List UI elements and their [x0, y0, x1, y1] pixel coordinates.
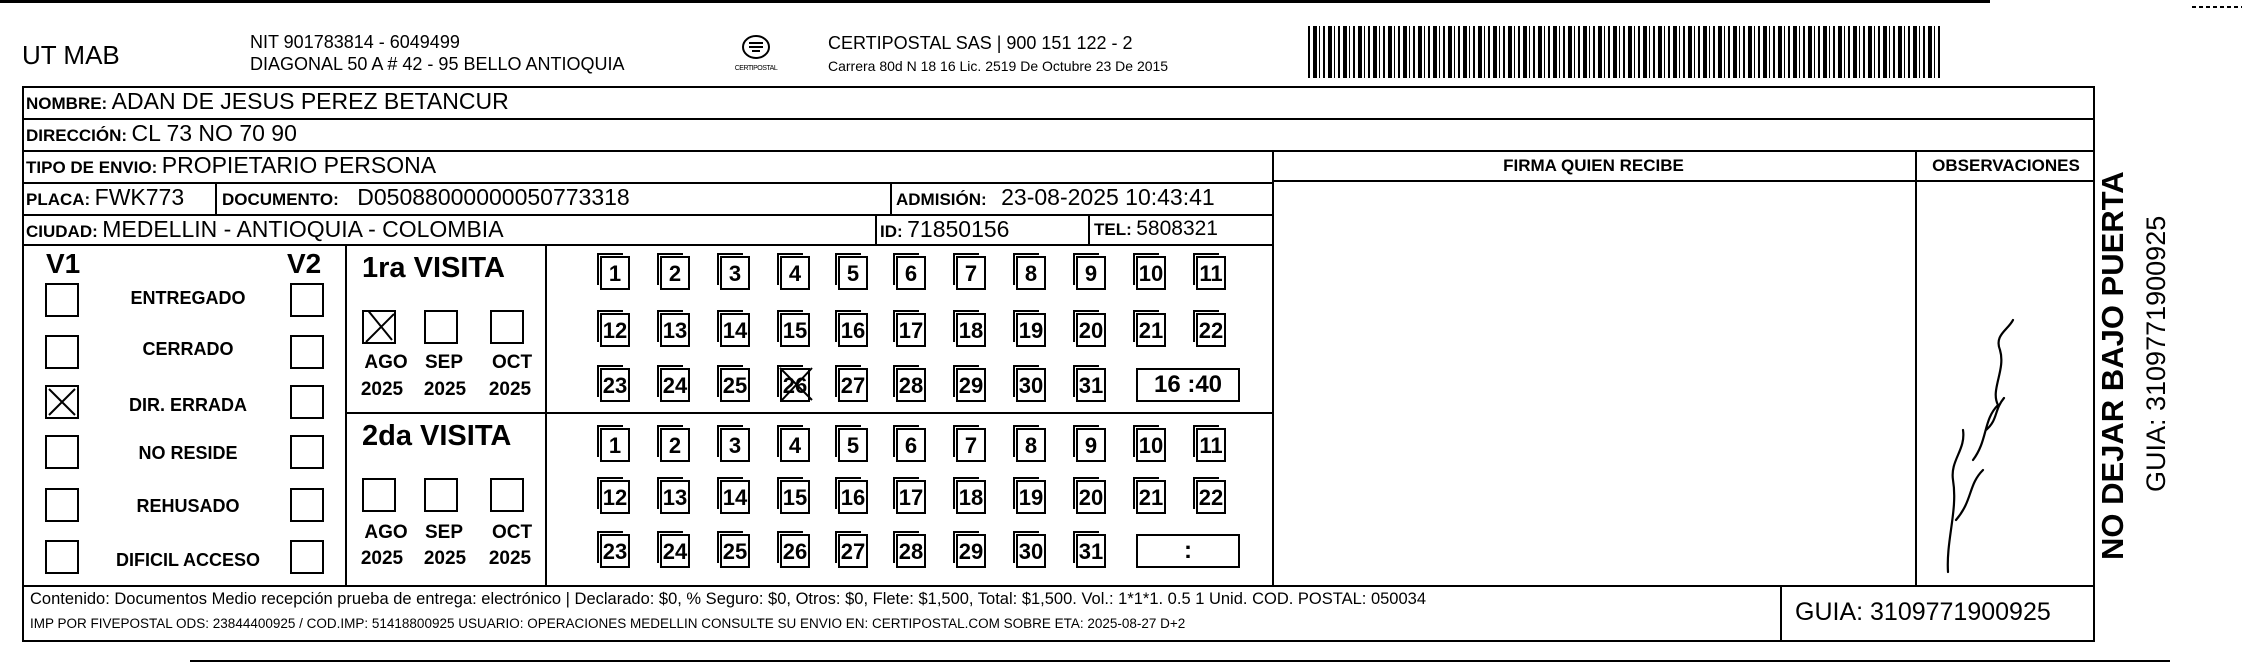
first-visit-day-16[interactable]: 16: [838, 313, 868, 347]
second-visit-day-21[interactable]: 21: [1136, 480, 1166, 514]
first-visit-day-20[interactable]: 20: [1076, 313, 1106, 347]
second-visit-day-13[interactable]: 13: [660, 480, 690, 514]
handwritten-signature: [1928, 310, 2018, 580]
first-visit-oct-checkbox[interactable]: [490, 310, 524, 344]
second-visit-day-22[interactable]: 22: [1196, 480, 1226, 514]
first-visit-day-2[interactable]: 2: [660, 256, 690, 290]
tel-row: [1094, 217, 1218, 241]
first-visit-label: 1ra VISITA: [362, 252, 505, 284]
first-visit-day-14[interactable]: 14: [720, 313, 750, 347]
side-guia: GUIA: 3109771900925: [2141, 215, 2171, 492]
first-visit-month-sep: SEP: [424, 352, 464, 373]
v2-rehusado-checkbox[interactable]: [290, 488, 324, 522]
corner-mark: [2192, 6, 2242, 8]
first-visit-day-28[interactable]: 28: [896, 368, 926, 402]
second-visit-day-23[interactable]: 23: [600, 534, 630, 568]
v1-dificil-acceso-checkbox[interactable]: [45, 540, 79, 574]
nombre-row: [26, 88, 509, 115]
guia-footer-divider: [1780, 585, 1782, 642]
row-line-3b: [1272, 180, 2095, 182]
first-visit-day-12[interactable]: 12: [600, 313, 630, 347]
first-visit-day-15[interactable]: 15: [780, 313, 810, 347]
second-visit-year-sep: 2025: [423, 548, 467, 569]
status-dificil-acceso: DIFICIL ACCESO: [115, 550, 260, 570]
second-visit-ago-checkbox[interactable]: [362, 478, 396, 512]
company-nit: NIT 901783814 - 6049499: [250, 32, 460, 52]
second-visit-day-19[interactable]: 19: [1016, 480, 1046, 514]
second-visit-day-24[interactable]: 24: [660, 534, 690, 568]
bottom-edge-line: [190, 660, 2170, 662]
first-visit-day-6[interactable]: 6: [896, 256, 926, 290]
visits-divider: [345, 412, 1272, 414]
id-label: ID:: [880, 222, 903, 241]
first-visit-year-sep: 2025: [423, 379, 467, 400]
first-visit-day-11[interactable]: 11: [1196, 256, 1226, 290]
status-divider: [345, 244, 347, 585]
side-warning: NO DEJAR BAJO PUERTA: [2095, 171, 2130, 560]
first-visit-day-23[interactable]: 23: [600, 368, 630, 402]
first-visit-day-26[interactable]: 26: [780, 368, 810, 402]
tel-value: 5808321: [1136, 217, 1218, 240]
v1-entregado-checkbox[interactable]: [45, 283, 79, 317]
barcode: [1308, 26, 1940, 78]
v2-dir-errada-checkbox[interactable]: [290, 385, 324, 419]
first-visit-sep-checkbox[interactable]: [424, 310, 458, 344]
footer-print-line: IMP POR FIVEPOSTAL ODS: 23844400925 / COD.IMP: 51418800925 USUARIO: OPERACIONES MEDELLIN CONSULTE SU ENVIO EN: CERTIPOSTAL.COM SOBRE ETA: 2025-08-27 D+2: [30, 616, 1186, 631]
first-visit-time-box[interactable]: [1136, 368, 1240, 402]
documento-label: DOCUMENTO:: [222, 190, 339, 209]
firma-label: FIRMA QUIEN RECIBE: [1503, 156, 1684, 175]
tel-label: TEL:: [1094, 220, 1132, 239]
direccion-row: [26, 120, 297, 147]
footer-line: [22, 585, 2095, 587]
second-visit-day-9[interactable]: 9: [1076, 428, 1106, 462]
first-visit-time-value: 16 :40: [1153, 371, 1223, 398]
second-visit-day-31[interactable]: 31: [1076, 534, 1106, 568]
second-visit-day-29[interactable]: 29: [956, 534, 986, 568]
second-visit-time-value: :: [1184, 537, 1192, 564]
first-visit-ago-checkbox[interactable]: [362, 310, 396, 344]
nombre-label: NOMBRE:: [26, 94, 108, 113]
second-visit-day-1[interactable]: 1: [600, 428, 630, 462]
first-visit-day-25[interactable]: 25: [720, 368, 750, 402]
admision-divider: [890, 182, 892, 214]
company-name: UT MAB: [22, 40, 120, 70]
placa-divider: [215, 182, 217, 214]
v2-entregado-checkbox[interactable]: [290, 283, 324, 317]
status-no-reside: NO RESIDE: [138, 443, 238, 463]
first-visit-day-8[interactable]: 8: [1016, 256, 1046, 290]
first-visit-day-17[interactable]: 17: [896, 313, 926, 347]
first-visit-day-22[interactable]: 22: [1196, 313, 1226, 347]
admision-value: 23-08-2025 10:43:41: [1001, 184, 1215, 210]
second-visit-year-ago: 2025: [360, 548, 404, 569]
ciudad-value: MEDELLIN - ANTIOQUIA - COLOMBIA: [102, 216, 504, 242]
second-visit-day-17[interactable]: 17: [896, 480, 926, 514]
id-divider: [875, 214, 877, 244]
footer-guia: GUIA: 3109771900925: [1795, 598, 2051, 626]
second-visit-day-3[interactable]: 3: [720, 428, 750, 462]
first-visit-day-31[interactable]: 31: [1076, 368, 1106, 402]
second-visit-month-ago: AGO: [364, 522, 408, 543]
second-visit-day-30[interactable]: 30: [1016, 534, 1046, 568]
certipostal-logo-icon: [741, 34, 771, 60]
first-visit-month-ago: AGO: [364, 352, 408, 373]
first-visit-day-9[interactable]: 9: [1076, 256, 1106, 290]
second-visit-day-18[interactable]: 18: [956, 480, 986, 514]
first-visit-day-24[interactable]: 24: [660, 368, 690, 402]
second-visit-sep-checkbox[interactable]: [424, 478, 458, 512]
first-visit-day-10[interactable]: 10: [1136, 256, 1166, 290]
v1-no-reside-checkbox[interactable]: [45, 435, 79, 469]
first-visit-day-5[interactable]: 5: [838, 256, 868, 290]
second-visit-day-2[interactable]: 2: [660, 428, 690, 462]
id-row: [880, 216, 1009, 243]
status-cerrado: CERRADO: [142, 339, 234, 359]
first-visit-day-30[interactable]: 30: [1016, 368, 1046, 402]
second-visit-oct-checkbox[interactable]: [490, 478, 524, 512]
v2-no-reside-checkbox[interactable]: [290, 435, 324, 469]
tipo-envio-value: PROPIETARIO PERSONA: [161, 152, 437, 178]
admision-row: [896, 184, 1215, 211]
documento-row: [222, 184, 630, 211]
second-visit-day-28[interactable]: 28: [896, 534, 926, 568]
top-edge-line: [0, 0, 1990, 3]
placa-row: [26, 184, 184, 211]
first-visit-month-oct: OCT: [491, 352, 533, 373]
v2-label: V2: [287, 248, 322, 279]
second-visit-day-26[interactable]: 26: [780, 534, 810, 568]
second-visit-day-6[interactable]: 6: [896, 428, 926, 462]
second-visit-day-12[interactable]: 12: [600, 480, 630, 514]
first-visit-day-19[interactable]: 19: [1016, 313, 1046, 347]
second-visit-day-15[interactable]: 15: [780, 480, 810, 514]
placa-label: PLACA:: [26, 190, 91, 209]
second-visit-day-20[interactable]: 20: [1076, 480, 1106, 514]
v1-label: V1: [46, 248, 81, 279]
tipo-envio-label: TIPO DE ENVIO:: [26, 158, 158, 177]
ciudad-row: [26, 216, 504, 243]
second-visit-day-14[interactable]: 14: [720, 480, 750, 514]
x-mark-icon: [364, 312, 394, 342]
second-visit-month-oct: OCT: [491, 522, 533, 543]
firma-divider: [1272, 150, 1274, 585]
observaciones-divider: [1915, 150, 1917, 585]
first-visit-day-27[interactable]: 27: [838, 368, 868, 402]
first-visit-day-29[interactable]: 29: [956, 368, 986, 402]
months-divider: [545, 244, 547, 585]
second-visit-day-25[interactable]: 25: [720, 534, 750, 568]
x-mark-icon: [47, 387, 77, 417]
placa-value: FWK773: [94, 184, 185, 210]
company-address: DIAGONAL 50 A # 42 - 95 BELLO ANTIOQUIA: [250, 54, 625, 74]
v1-dir-errada-checkbox[interactable]: [45, 385, 79, 419]
second-visit-day-16[interactable]: 16: [838, 480, 868, 514]
id-value: 71850156: [907, 216, 1010, 242]
first-visit-day-3[interactable]: 3: [720, 256, 750, 290]
second-visit-month-sep: SEP: [424, 522, 464, 543]
first-visit-day-18[interactable]: 18: [956, 313, 986, 347]
first-visit-day-1[interactable]: 1: [600, 256, 630, 290]
first-visit-day-13[interactable]: 13: [660, 313, 690, 347]
footer-content-line: Contenido: Documentos Medio recepción prueba de entrega: electrónico | Declarado: $0, % Seguro: $0, Otros: $0, Flete: $1,500, Total: $1,500. Vol.: 1*1*1. 0.5 1 Unid. COD. POSTAL: 050034: [30, 590, 1427, 608]
x-mark-icon: [776, 364, 816, 404]
v1-rehusado-checkbox[interactable]: [45, 488, 79, 522]
first-visit-year-ago: 2025: [360, 379, 404, 400]
signature-drawing: [1928, 310, 2018, 580]
row-line-5: [22, 244, 1272, 246]
v1-cerrado-checkbox[interactable]: [45, 335, 79, 369]
certipostal-logo: [728, 34, 784, 84]
direccion-value: CL 73 NO 70 90: [131, 120, 297, 146]
observaciones-label: OBSERVACIONES: [1932, 156, 2080, 175]
second-visit-day-10[interactable]: 10: [1136, 428, 1166, 462]
second-visit-day-11[interactable]: 11: [1196, 428, 1226, 462]
status-rehusado: REHUSADO: [136, 496, 240, 516]
v2-cerrado-checkbox[interactable]: [290, 335, 324, 369]
tel-divider: [1088, 214, 1090, 244]
certipostal-license: Carrera 80d N 18 16 Lic. 2519 De Octubre 23 De 2015: [828, 58, 1169, 74]
ciudad-label: CIUDAD:: [26, 222, 98, 241]
second-visit-year-oct: 2025: [488, 548, 532, 569]
first-visit-day-21[interactable]: 21: [1136, 313, 1166, 347]
second-visit-day-7[interactable]: 7: [956, 428, 986, 462]
v2-dificil-acceso-checkbox[interactable]: [290, 540, 324, 574]
certipostal-title: CERTIPOSTAL SAS | 900 151 122 - 2: [828, 33, 1133, 53]
second-visit-day-5[interactable]: 5: [838, 428, 868, 462]
tipo-envio-row: [26, 152, 436, 179]
second-visit-time-box[interactable]: [1136, 534, 1240, 568]
nombre-value: ADAN DE JESUS PEREZ BETANCUR: [111, 88, 509, 114]
status-dir-errada: DIR. ERRADA: [128, 395, 247, 415]
row-line-1: [22, 118, 2095, 120]
second-visit-day-4[interactable]: 4: [780, 428, 810, 462]
admision-label: ADMISIÓN:: [896, 190, 987, 209]
second-visit-label: 2da VISITA: [362, 420, 512, 452]
direccion-label: DIRECCIÓN:: [26, 126, 128, 145]
second-visit-day-27[interactable]: 27: [838, 534, 868, 568]
first-visit-day-4[interactable]: 4: [780, 256, 810, 290]
status-entregado: ENTREGADO: [130, 288, 246, 308]
first-visit-day-7[interactable]: 7: [956, 256, 986, 290]
documento-value: D05088000000050773318: [357, 184, 630, 210]
second-visit-day-8[interactable]: 8: [1016, 428, 1046, 462]
first-visit-year-oct: 2025: [488, 379, 532, 400]
certipostal-logo-text: CERTIPOSTAL: [734, 65, 778, 72]
